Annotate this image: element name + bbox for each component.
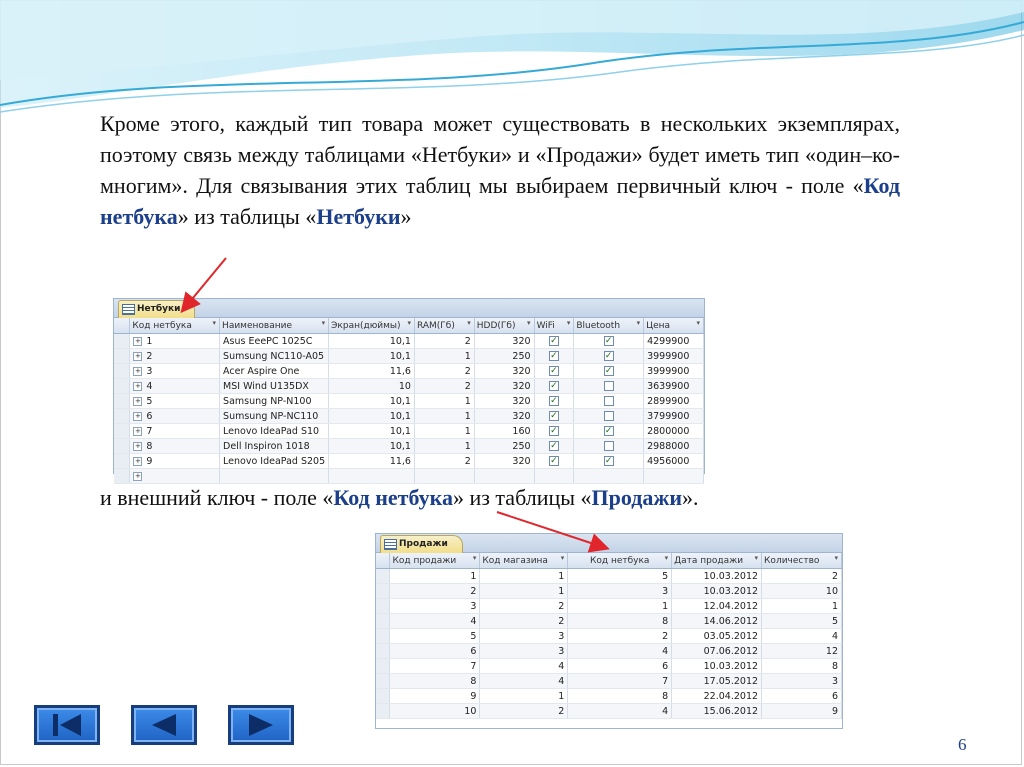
cell[interactable]: 250 — [474, 349, 534, 364]
sales-table-name: Продажи — [591, 485, 683, 510]
row-selector[interactable] — [376, 644, 390, 659]
row-selector[interactable] — [376, 584, 390, 599]
triangle-left-icon — [134, 708, 194, 742]
cell[interactable]: 5 — [568, 569, 672, 584]
checkbox[interactable]: ✓ — [604, 366, 613, 376]
tab-sales[interactable]: Продажи — [380, 535, 463, 553]
cell[interactable]: 1 — [480, 584, 568, 599]
cell[interactable]: 11,6 — [329, 364, 415, 379]
chevron-down-icon[interactable]: ▾ — [527, 319, 531, 327]
checkbox[interactable]: ✓ — [550, 366, 558, 376]
checkbox[interactable]: ✓ — [604, 336, 613, 346]
cell[interactable]: 6 — [762, 689, 842, 704]
cell[interactable]: 2 — [480, 704, 568, 719]
cell[interactable]: 2899900 — [644, 394, 704, 409]
row-selector[interactable] — [114, 394, 130, 409]
sales-grid — [376, 553, 842, 719]
expand-plus-icon[interactable]: + — [134, 411, 141, 420]
row-selector[interactable] — [376, 569, 390, 584]
checkbox[interactable]: ✓ — [550, 336, 558, 346]
cell[interactable]: 12.04.2012 — [672, 599, 762, 614]
column-header[interactable]: Код продажи ▾ — [390, 553, 480, 569]
sales-table-window — [375, 533, 843, 729]
cell[interactable]: 10,1 — [329, 424, 415, 439]
cell[interactable]: 5 — [390, 629, 480, 644]
cell[interactable]: 2 — [762, 569, 842, 584]
cell[interactable]: 320 — [474, 394, 534, 409]
table-row[interactable] — [376, 644, 842, 659]
cell[interactable]: Sumsung NC110-A05 — [220, 349, 329, 364]
cell[interactable]: 4 — [762, 629, 842, 644]
cell[interactable] — [574, 424, 644, 439]
next-slide-button[interactable] — [228, 705, 294, 745]
cell[interactable]: 6 — [568, 659, 672, 674]
cell[interactable]: 2 — [390, 584, 480, 599]
cell[interactable]: 10.03.2012 — [672, 584, 762, 599]
row-selector[interactable] — [114, 334, 130, 349]
cell[interactable]: 8 — [568, 689, 672, 704]
cell[interactable]: 320 — [474, 454, 534, 469]
expand-plus-icon[interactable]: + — [134, 351, 141, 360]
cell[interactable]: 10,1 — [329, 394, 415, 409]
table-row[interactable] — [376, 569, 842, 584]
cell[interactable]: 22.04.2012 — [672, 689, 762, 704]
cell[interactable]: 1 — [414, 409, 474, 424]
cell[interactable]: 7 — [568, 674, 672, 689]
cell[interactable]: 2800000 — [644, 424, 704, 439]
cell[interactable]: 3639900 — [644, 379, 704, 394]
cell[interactable]: 2 — [414, 454, 474, 469]
cell[interactable]: 320 — [474, 379, 534, 394]
cell[interactable] — [574, 379, 644, 394]
cell[interactable]: Samsung NP-N100 — [220, 394, 329, 409]
chevron-down-icon[interactable]: ▾ — [472, 554, 477, 562]
cell[interactable]: 3 — [480, 644, 568, 659]
cell[interactable] — [534, 394, 574, 409]
expand-plus-icon[interactable]: + — [134, 366, 141, 375]
table-row[interactable] — [376, 614, 842, 629]
triangle-right-icon — [231, 708, 291, 742]
row-selector[interactable] — [114, 364, 130, 379]
cell[interactable]: 12 — [762, 644, 842, 659]
checkbox[interactable] — [604, 411, 614, 421]
row-selector[interactable] — [376, 599, 390, 614]
foreign-key-paragraph: и внешний ключ - поле «Код нетбука» из таблицы «Продажи». — [100, 485, 699, 510]
cell[interactable]: 3999900 — [644, 349, 704, 364]
checkbox[interactable]: ✓ — [550, 411, 558, 421]
expand-plus-icon[interactable]: + — [134, 471, 141, 480]
cell[interactable]: 4 — [480, 659, 568, 674]
cell[interactable] — [534, 379, 574, 394]
cell[interactable] — [574, 349, 644, 364]
tab-netbooks[interactable]: Нетбуки — [118, 300, 195, 318]
expand-plus-icon[interactable]: + — [134, 456, 141, 465]
netbooks-table-name: Нетбуки — [316, 204, 401, 229]
cell[interactable]: 10.03.2012 — [672, 569, 762, 584]
cell[interactable]: 2 — [480, 614, 568, 629]
checkbox[interactable]: ✓ — [550, 381, 558, 391]
cell[interactable]: Asus EeePC 1025C — [220, 334, 329, 349]
cell[interactable] — [574, 409, 644, 424]
skip-to-start-icon — [37, 708, 97, 742]
cell[interactable]: 1 — [414, 394, 474, 409]
cell[interactable]: 4299900 — [644, 334, 704, 349]
cell[interactable]: 10 — [329, 379, 415, 394]
chevron-down-icon[interactable]: ▾ — [636, 319, 641, 327]
row-selector-header[interactable] — [376, 553, 390, 569]
cell[interactable]: 3 — [762, 674, 842, 689]
cell[interactable]: + 6 — [130, 409, 220, 424]
header-wave-decoration — [0, 0, 1024, 120]
chevron-down-icon[interactable]: ▾ — [560, 554, 565, 562]
cell[interactable]: 7 — [390, 659, 480, 674]
cell[interactable]: 10,1 — [329, 334, 415, 349]
cell[interactable]: 2 — [414, 334, 474, 349]
column-header[interactable]: Экран(дюймы) ▾ — [329, 318, 415, 334]
cell[interactable]: + 5 — [130, 394, 220, 409]
chevron-down-icon[interactable]: ▾ — [467, 319, 471, 327]
cell[interactable]: 10 — [390, 704, 480, 719]
cell[interactable]: Lenovo IdeaPad S10 — [220, 424, 329, 439]
row-selector[interactable] — [376, 629, 390, 644]
cell[interactable]: 10,1 — [329, 439, 415, 454]
cell[interactable]: 4 — [568, 644, 672, 659]
netbooks-grid — [114, 318, 704, 484]
cell[interactable]: 320 — [474, 409, 534, 424]
table-row[interactable] — [114, 349, 704, 364]
cell[interactable]: 1 — [568, 599, 672, 614]
checkbox[interactable] — [604, 441, 614, 451]
cell[interactable] — [534, 454, 574, 469]
chevron-down-icon[interactable]: ▾ — [664, 554, 669, 562]
chevron-down-icon[interactable]: ▾ — [754, 554, 759, 562]
row-selector[interactable] — [376, 659, 390, 674]
cell[interactable]: 3 — [480, 629, 568, 644]
cell[interactable]: 07.06.2012 — [672, 644, 762, 659]
chevron-down-icon[interactable]: ▾ — [696, 319, 700, 327]
cell[interactable]: 9 — [390, 689, 480, 704]
column-header[interactable]: Наименование ▾ — [220, 318, 329, 334]
table-row[interactable] — [114, 364, 704, 379]
table-icon — [122, 304, 135, 315]
cell[interactable]: 4956000 — [644, 454, 704, 469]
cell[interactable]: 8 — [568, 614, 672, 629]
chevron-down-icon[interactable]: ▾ — [321, 319, 326, 327]
column-header[interactable]: HDD(Гб) ▾ — [474, 318, 534, 334]
table-row[interactable] — [376, 599, 842, 614]
cell[interactable] — [534, 334, 574, 349]
chevron-down-icon[interactable]: ▾ — [834, 554, 838, 562]
cell[interactable]: 1 — [480, 569, 568, 584]
cell[interactable]: + 7 — [130, 424, 220, 439]
cell[interactable]: 2 — [568, 629, 672, 644]
intro-paragraph: Кроме этого, каждый тип товара может существовать в нескольких экземплярах, поэтому связь между таблицами «Нетбуки» и «Продажи» будет иметь тип «один–ко-многим». Для связывания этих таблиц мы выбираем первичный ключ - поле «Код нетбука» из таблицы «Нетбуки» — [100, 111, 900, 229]
column-header[interactable]: Код магазина ▾ — [480, 553, 568, 569]
row-selector[interactable] — [114, 409, 130, 424]
cell[interactable]: 9 — [762, 704, 842, 719]
column-header[interactable]: Код нетбука ▾ — [130, 318, 220, 334]
expand-plus-icon[interactable]: + — [134, 336, 141, 345]
cell[interactable]: 160 — [474, 424, 534, 439]
checkbox[interactable]: ✓ — [550, 426, 558, 436]
row-selector[interactable] — [376, 689, 390, 704]
column-header[interactable]: RAM(Гб) ▾ — [414, 318, 474, 334]
cell[interactable]: 8 — [762, 659, 842, 674]
row-selector[interactable] — [376, 614, 390, 629]
cell[interactable]: 1 — [414, 439, 474, 454]
cell[interactable]: Lenovo IdeaPad S205 — [220, 454, 329, 469]
first-slide-button[interactable] — [34, 705, 100, 745]
cell[interactable]: Sumsung NP-NC110 — [220, 409, 329, 424]
cell[interactable]: 4 — [568, 704, 672, 719]
cell[interactable] — [574, 454, 644, 469]
cell[interactable]: 2 — [480, 599, 568, 614]
previous-slide-button[interactable] — [131, 705, 197, 745]
row-selector[interactable] — [114, 439, 130, 454]
checkbox[interactable] — [604, 381, 614, 391]
cell[interactable] — [534, 349, 574, 364]
row-selector[interactable] — [114, 349, 130, 364]
column-header[interactable]: Bluetooth ▾ — [574, 318, 644, 334]
cell[interactable]: 4 — [390, 614, 480, 629]
checkbox[interactable] — [604, 396, 614, 406]
checkbox[interactable]: ✓ — [550, 396, 558, 406]
column-header[interactable]: Дата продажи ▾ — [672, 553, 762, 569]
cell[interactable]: 3999900 — [644, 364, 704, 379]
cell[interactable]: + 8 — [130, 439, 220, 454]
checkbox[interactable]: ✓ — [604, 351, 613, 361]
cell[interactable] — [534, 409, 574, 424]
cell[interactable]: 1 — [390, 569, 480, 584]
cell[interactable]: 2988000 — [644, 439, 704, 454]
cell[interactable]: 250 — [474, 439, 534, 454]
cell[interactable]: 1 — [762, 599, 842, 614]
table-row[interactable] — [376, 584, 842, 599]
row-selector[interactable] — [114, 424, 130, 439]
table-row[interactable] — [376, 674, 842, 689]
checkbox[interactable]: ✓ — [604, 456, 613, 466]
table-row[interactable] — [114, 454, 704, 469]
cell[interactable] — [574, 334, 644, 349]
cell[interactable]: 3 — [568, 584, 672, 599]
cell[interactable]: Dell Inspiron 1018 — [220, 439, 329, 454]
cell[interactable]: 320 — [474, 364, 534, 379]
cell[interactable]: Acer Aspire One — [220, 364, 329, 379]
netbooks-tabbar — [114, 299, 704, 318]
table-row[interactable] — [114, 334, 704, 349]
table-row[interactable] — [376, 704, 842, 719]
cell[interactable]: 4 — [480, 674, 568, 689]
cell[interactable]: 17.05.2012 — [672, 674, 762, 689]
table-row[interactable] — [114, 424, 704, 439]
cell[interactable]: 3 — [390, 599, 480, 614]
cell[interactable]: + 3 — [130, 364, 220, 379]
expand-plus-icon[interactable]: + — [134, 441, 141, 450]
chevron-down-icon[interactable]: ▾ — [566, 319, 571, 327]
cell[interactable]: 03.05.2012 — [672, 629, 762, 644]
cell[interactable]: 1 — [414, 424, 474, 439]
cell[interactable] — [574, 394, 644, 409]
cell[interactable]: + 2 — [130, 349, 220, 364]
cell[interactable]: 1 — [414, 349, 474, 364]
cell[interactable] — [534, 439, 574, 454]
cell[interactable]: + 1 — [130, 334, 220, 349]
foreign-key-field-name: Код нетбука — [333, 485, 453, 510]
row-selector[interactable] — [114, 454, 130, 469]
table-row[interactable] — [114, 394, 704, 409]
expand-plus-icon[interactable]: + — [134, 381, 141, 390]
cell[interactable]: 14.06.2012 — [672, 614, 762, 629]
column-header[interactable]: Код нетбука ▾ — [568, 553, 672, 569]
cell[interactable]: 2 — [414, 364, 474, 379]
table-row[interactable] — [114, 409, 704, 424]
page-number: 6 — [958, 735, 967, 754]
cell[interactable] — [534, 364, 574, 379]
netbooks-table-window — [113, 298, 705, 480]
row-selector[interactable] — [376, 704, 390, 719]
cell[interactable] — [534, 424, 574, 439]
checkbox[interactable]: ✓ — [550, 441, 558, 451]
table-row[interactable] — [114, 439, 704, 454]
cell[interactable]: 11,6 — [329, 454, 415, 469]
cell[interactable]: 3799900 — [644, 409, 704, 424]
column-header[interactable]: Количество ▾ — [762, 553, 842, 569]
cell[interactable] — [574, 364, 644, 379]
column-header[interactable]: Цена ▾ — [644, 318, 704, 334]
expand-plus-icon[interactable]: + — [134, 426, 141, 435]
cell[interactable]: 2 — [414, 379, 474, 394]
row-selector[interactable] — [114, 379, 130, 394]
column-header[interactable]: WiFi ▾ — [534, 318, 574, 334]
chevron-down-icon[interactable]: ▾ — [212, 319, 217, 327]
primary-key-field-name: Код нетбука — [100, 173, 900, 229]
cell[interactable] — [574, 439, 644, 454]
table-row[interactable] — [376, 629, 842, 644]
sales-tabbar — [376, 534, 842, 553]
row-selector-header[interactable] — [114, 318, 130, 334]
cell[interactable]: + 4 — [130, 379, 220, 394]
cell[interactable]: 15.06.2012 — [672, 704, 762, 719]
cell[interactable]: 10.03.2012 — [672, 659, 762, 674]
table-row[interactable] — [376, 659, 842, 674]
chevron-down-icon[interactable]: ▾ — [407, 319, 411, 327]
checkbox[interactable]: ✓ — [604, 426, 613, 436]
checkbox[interactable]: ✓ — [550, 351, 558, 361]
checkbox[interactable]: ✓ — [550, 456, 558, 466]
cell[interactable]: 8 — [390, 674, 480, 689]
cell[interactable]: 6 — [390, 644, 480, 659]
cell[interactable]: MSI Wind U135DX — [220, 379, 329, 394]
expand-plus-icon[interactable]: + — [134, 396, 141, 405]
table-row[interactable] — [376, 689, 842, 704]
cell[interactable]: 10,1 — [329, 349, 415, 364]
table-row[interactable] — [114, 379, 704, 394]
cell[interactable]: 1 — [480, 689, 568, 704]
cell[interactable]: 5 — [762, 614, 842, 629]
cell[interactable]: 320 — [474, 334, 534, 349]
cell[interactable]: 10 — [762, 584, 842, 599]
row-selector[interactable] — [376, 674, 390, 689]
cell[interactable]: 10,1 — [329, 409, 415, 424]
cell[interactable]: + 9 — [130, 454, 220, 469]
table-icon — [384, 539, 397, 550]
